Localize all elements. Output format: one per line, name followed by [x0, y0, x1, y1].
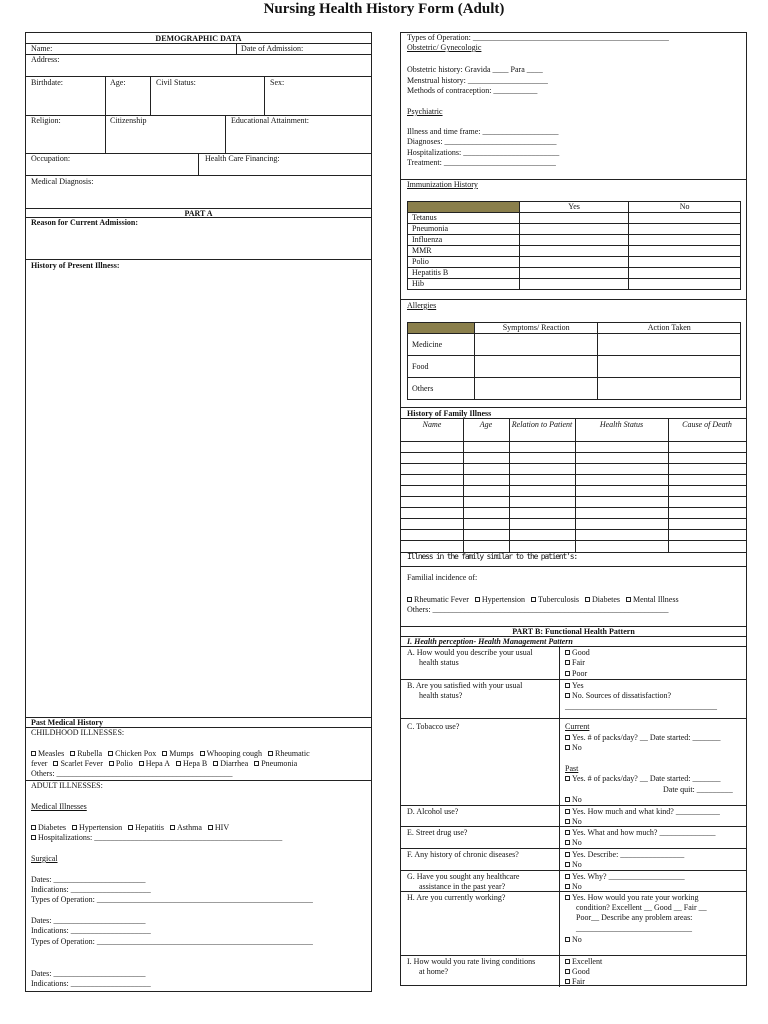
- question-h: H. Are you currently working?: [407, 893, 506, 902]
- familial-incidence-heading: Familial incidence of:: [407, 573, 478, 582]
- fam-mental-label: Mental Illness: [633, 595, 679, 604]
- imm-yes-cell[interactable]: [519, 278, 629, 289]
- adult-hospitalizations-row: [31, 833, 282, 843]
- qc-current-no-checkbox[interactable]: [565, 745, 570, 750]
- hospitalizations-checkbox[interactable]: [31, 835, 36, 840]
- pneumonia-checkbox[interactable]: [254, 761, 259, 766]
- asthma-label: Asthma: [177, 823, 202, 832]
- qa-good-option[interactable]: [565, 648, 590, 658]
- rheumatic-fever-label: fever: [31, 759, 48, 768]
- hepa-a-checkbox[interactable]: [139, 761, 144, 766]
- familial-incidence-row: [407, 595, 679, 605]
- fam-hypertension-label: Hypertension: [481, 595, 525, 604]
- rheumatic-label: Rheumatic: [275, 749, 310, 758]
- illness-similar-field[interactable]: Illness in the family similar to the patient's:: [407, 552, 577, 561]
- hiv-checkbox[interactable]: [208, 825, 213, 830]
- hepa-a-label: Hepa A: [145, 759, 170, 768]
- diabetes-label: Diabetes: [38, 823, 66, 832]
- qa-fair-option[interactable]: [565, 658, 585, 668]
- qf-no-option[interactable]: [565, 860, 582, 870]
- question-g-cont: assistance in the past year?: [419, 882, 506, 891]
- imm-no-cell[interactable]: [629, 256, 741, 267]
- imm-yes-cell[interactable]: [519, 267, 629, 278]
- allergies-heading: Allergies: [407, 301, 437, 310]
- fam-hypertension-checkbox[interactable]: [475, 597, 480, 602]
- qc-current-yes-label: Yes. # of packs/day? __ Date started: _______: [572, 733, 721, 742]
- qb-yes-option[interactable]: [565, 681, 584, 691]
- hypertension-label: Hypertension: [79, 823, 123, 832]
- qi-good-checkbox[interactable]: [565, 969, 570, 974]
- qh-yes-checkbox[interactable]: [565, 895, 570, 900]
- qb-no-label: No. Sources of dissatisfaction?: [572, 691, 672, 700]
- imm-yes-cell[interactable]: [519, 256, 629, 267]
- qh-no-option[interactable]: [565, 935, 582, 945]
- citizenship-field[interactable]: Citizenship: [110, 116, 147, 125]
- qh-no-checkbox[interactable]: [565, 937, 570, 942]
- qa-good-label: Good: [572, 648, 590, 657]
- qa-good-checkbox[interactable]: [565, 650, 570, 655]
- qc-past-yes-option[interactable]: [565, 774, 721, 784]
- qe-yes-option[interactable]: [565, 828, 715, 838]
- fam-relation-header: Relation to Patient: [511, 420, 573, 429]
- qh-no-label: No: [572, 935, 582, 944]
- adult-illnesses-row: [31, 823, 229, 833]
- question-c: C. Tobacco use?: [407, 722, 460, 731]
- question-d: D. Alcohol use?: [407, 807, 459, 816]
- qc-past-heading: Past: [565, 764, 579, 773]
- left-column: [25, 32, 372, 992]
- health-perception-heading: I. Health perception- Health Management Pattern: [407, 637, 573, 646]
- question-a: A. How would you describe your usual: [407, 648, 533, 657]
- hypertension-checkbox[interactable]: [72, 825, 77, 830]
- all-action-cell[interactable]: [598, 378, 741, 400]
- scarlet-fever-label: Scarlet Fever: [60, 759, 103, 768]
- qa-poor-checkbox[interactable]: [565, 671, 570, 676]
- all-symptom-cell[interactable]: [474, 334, 598, 356]
- diarrhea-checkbox[interactable]: [213, 761, 218, 766]
- imm-no-cell[interactable]: [629, 245, 741, 256]
- whooping-cough-label: Whooping cough: [206, 749, 262, 758]
- surgery-dates-2[interactable]: Dates: _______________________: [31, 916, 146, 925]
- measles-label: Measles: [38, 749, 65, 758]
- qc-quit-field[interactable]: Date quit: _________: [663, 785, 733, 794]
- religion-field[interactable]: Religion:: [31, 116, 61, 125]
- qe-yes-label: Yes. What and how much? ______________: [572, 828, 716, 837]
- menstrual-field[interactable]: Menstrual history: ____________________: [407, 76, 548, 85]
- qf-yes-option[interactable]: [565, 850, 684, 860]
- imm-row-label: Hib: [408, 278, 520, 289]
- all-row-label: Others: [408, 378, 475, 400]
- qg-no-checkbox[interactable]: [565, 884, 570, 889]
- childhood-row-1: [31, 749, 310, 759]
- question-b-cont: health status?: [419, 691, 463, 700]
- question-f: F. Any history of chronic diseases?: [407, 850, 519, 859]
- qg-no-label: No: [572, 882, 582, 891]
- right-column: [400, 32, 747, 986]
- qa-poor-label: Poor: [572, 669, 588, 678]
- pneumonia-label: Pneumonia: [261, 759, 298, 768]
- fam-status-header: Health Status: [599, 420, 644, 429]
- educational-field[interactable]: Educational Attainment:: [231, 116, 309, 125]
- fam-cause-header: Cause of Death: [682, 420, 732, 429]
- imm-yes-cell[interactable]: [519, 212, 629, 223]
- hepatitis-label: Hepatitis: [135, 823, 164, 832]
- name-field[interactable]: Name:: [31, 44, 53, 53]
- qh-yes-cont-2: Poor__ Describe any problem areas:: [576, 913, 693, 922]
- qg-yes-option[interactable]: [565, 872, 685, 882]
- fam-age-header: Age: [479, 420, 493, 429]
- types-operation-field[interactable]: Types of Operation: _________________________________________________: [407, 33, 669, 42]
- childhood-illnesses-heading: CHILDHOOD ILLNESSES:: [31, 728, 125, 737]
- qb-no-checkbox[interactable]: [565, 693, 570, 698]
- qc-current-no-option[interactable]: [565, 743, 582, 753]
- fam-rheumatic-label: Rheumatic Fever: [414, 595, 469, 604]
- qi-excellent-checkbox[interactable]: [565, 959, 570, 964]
- childhood-others-field[interactable]: Others: ____________________________________________: [31, 769, 233, 778]
- reason-admission-label[interactable]: Reason for Current Admission:: [31, 218, 139, 227]
- qd-yes-label: Yes. How much and what kind? ___________: [572, 807, 720, 816]
- imm-no-cell[interactable]: [629, 234, 741, 245]
- medical-illnesses-heading: Medical Illnesses: [31, 802, 87, 811]
- whooping-cough-checkbox[interactable]: [200, 751, 205, 756]
- qc-past-yes-label: Yes. # of packs/day? __ Date started: _______: [572, 774, 721, 783]
- part-a-header: PART A: [184, 209, 213, 218]
- civil-status-field[interactable]: Civil Status:: [156, 78, 196, 87]
- fam-tb-label: Tuberculosis: [537, 595, 580, 604]
- qf-no-label: No: [572, 860, 582, 869]
- qf-yes-label: Yes. Describe: ________________: [572, 850, 685, 859]
- imm-yes-cell[interactable]: [519, 234, 629, 245]
- qe-no-checkbox[interactable]: [565, 840, 570, 845]
- imm-no-header: No: [629, 202, 741, 213]
- all-action-cell[interactable]: [598, 356, 741, 378]
- present-illness-label[interactable]: History of Present Illness:: [31, 261, 120, 270]
- imm-row-label: Tetanus: [408, 212, 520, 223]
- part-b-header: PART B: Functional Health Pattern: [512, 627, 635, 636]
- surgery-dates-1[interactable]: Dates: _______________________: [31, 875, 146, 884]
- fam-diabetes-checkbox[interactable]: [585, 597, 590, 602]
- question-g: G. Have you sought any healthcare: [407, 872, 520, 881]
- qe-no-option[interactable]: [565, 838, 582, 848]
- imm-yes-cell[interactable]: [519, 223, 629, 234]
- imm-row-label: Pneumonia: [408, 223, 520, 234]
- qc-current-no-label: No: [572, 743, 582, 752]
- qi-good-option[interactable]: [565, 967, 590, 977]
- demographic-header: DEMOGRAPHIC DATA: [155, 34, 242, 43]
- fam-tb-checkbox[interactable]: [531, 597, 536, 602]
- medical-diagnosis-field[interactable]: Medical Diagnosis:: [31, 177, 94, 186]
- qh-yes-option[interactable]: [565, 893, 699, 903]
- imm-no-cell[interactable]: [629, 212, 741, 223]
- qd-yes-checkbox[interactable]: [565, 809, 570, 814]
- all-row-label: Medicine: [408, 334, 475, 356]
- surgery-indications-2[interactable]: Indications: ____________________: [31, 926, 151, 935]
- hospitalizations-field[interactable]: Hospitalizations: _______________________________________________: [38, 833, 283, 842]
- page-title: Nursing Health History Form (Adult): [263, 1, 505, 17]
- qb-dissatisfaction-line[interactable]: ______________________________________: [565, 702, 717, 711]
- qa-fair-label: Fair: [572, 658, 585, 667]
- polio-checkbox[interactable]: [109, 761, 114, 766]
- birthdate-field[interactable]: Birthdate:: [31, 78, 63, 87]
- adult-illnesses-heading: ADULT ILLNESSES:: [31, 781, 103, 790]
- qf-no-checkbox[interactable]: [565, 862, 570, 867]
- diarrhea-label: Diarrhea: [220, 759, 249, 768]
- contraception-field[interactable]: Methods of contraception: ___________: [407, 86, 538, 95]
- qa-fair-checkbox[interactable]: [565, 660, 570, 665]
- sex-field[interactable]: Sex:: [270, 78, 285, 87]
- qi-excellent-label: Excellent: [572, 957, 603, 966]
- qi-fair-checkbox[interactable]: [565, 979, 570, 984]
- asthma-checkbox[interactable]: [170, 825, 175, 830]
- surgical-heading: Surgical: [31, 854, 58, 863]
- qe-no-label: No: [572, 838, 582, 847]
- imm-row-label: Polio: [408, 256, 520, 267]
- past-medical-heading: Past Medical History: [31, 718, 103, 727]
- all-symptom-cell[interactable]: [474, 356, 598, 378]
- qc-current-yes-option[interactable]: [565, 733, 721, 743]
- diagnoses-field[interactable]: Diagnoses: ____________________________: [407, 137, 557, 146]
- all-action-cell[interactable]: [598, 334, 741, 356]
- chickenpox-checkbox[interactable]: [108, 751, 113, 756]
- surgery-dates-3[interactable]: Dates: _______________________: [31, 969, 146, 978]
- mumps-label: Mumps: [169, 749, 194, 758]
- rheumatic-fever-checkbox[interactable]: [268, 751, 273, 756]
- health-care-field[interactable]: Health Care Financing:: [205, 154, 280, 163]
- obstetric-history-field[interactable]: Obstetric history: Gravida ____ Para ____: [407, 65, 543, 74]
- qd-yes-option[interactable]: [565, 807, 720, 817]
- fam-rheumatic-checkbox[interactable]: [407, 597, 412, 602]
- qh-yes-cont-1: condition? Excellent __ Good __ Fair __: [576, 903, 707, 912]
- fam-diabetes-label: Diabetes: [592, 595, 621, 604]
- fam-mental-checkbox[interactable]: [626, 597, 631, 602]
- imm-no-cell[interactable]: [629, 278, 741, 289]
- immunization-heading: Immunization History: [407, 180, 478, 189]
- qb-yes-checkbox[interactable]: [565, 683, 570, 688]
- measles-checkbox[interactable]: [31, 751, 36, 756]
- rubella-checkbox[interactable]: [70, 751, 75, 756]
- imm-row-label: Influenza: [408, 234, 520, 245]
- surgery-types-2[interactable]: Types of Operation: ______________________________________________________: [31, 937, 313, 946]
- qi-good-label: Good: [572, 967, 590, 976]
- chickenpox-label: Chicken Pox: [115, 749, 157, 758]
- all-symptoms-header: Symptoms/ Reaction: [474, 323, 598, 334]
- occupation-field[interactable]: Occupation:: [31, 154, 71, 163]
- qb-yes-label: Yes: [572, 681, 584, 690]
- imm-no-cell[interactable]: [629, 267, 741, 278]
- qf-yes-checkbox[interactable]: [565, 852, 570, 857]
- qi-fair-label: Fair: [572, 977, 585, 986]
- qh-yes-label: Yes. How would you rate your working: [572, 893, 699, 902]
- family-illness-heading: History of Family Illness: [407, 409, 492, 418]
- age-field[interactable]: Age:: [110, 78, 126, 87]
- hepa-b-checkbox[interactable]: [176, 761, 181, 766]
- qc-past-no-label: No: [572, 795, 582, 804]
- scarlet-fever-checkbox[interactable]: [53, 761, 58, 766]
- imm-no-cell[interactable]: [629, 223, 741, 234]
- surgery-indications-3[interactable]: Indications: ____________________: [31, 979, 151, 988]
- surgery-types-1[interactable]: Types of Operation: ______________________________________________________: [31, 895, 313, 904]
- question-i: I. How would you rate living conditions: [407, 957, 536, 966]
- immunization-table: [407, 201, 741, 290]
- qa-poor-option[interactable]: [565, 669, 587, 679]
- imm-row-label: Hepatitis B: [408, 267, 520, 278]
- question-b: B. Are you satisfied with your usual: [407, 681, 523, 690]
- qc-past-no-checkbox[interactable]: [565, 797, 570, 802]
- imm-row-label: MMR: [408, 245, 520, 256]
- hepatitis-checkbox[interactable]: [128, 825, 133, 830]
- address-field[interactable]: Address:: [31, 55, 60, 64]
- imm-yes-cell[interactable]: [519, 245, 629, 256]
- mumps-checkbox[interactable]: [162, 751, 167, 756]
- qe-yes-checkbox[interactable]: [565, 830, 570, 835]
- illness-time-field[interactable]: Illness and time frame: ___________________: [407, 127, 559, 136]
- hepa-b-label: Hepa B: [183, 759, 208, 768]
- qb-no-option[interactable]: [565, 691, 671, 701]
- date-admission-field[interactable]: Date of Admission:: [241, 44, 304, 53]
- psych-hospitalizations-field[interactable]: Hospitalizations: ________________________: [407, 148, 560, 157]
- qc-past-no-option[interactable]: [565, 795, 582, 805]
- qh-problem-line[interactable]: _____________________________: [576, 924, 692, 933]
- qg-yes-label: Yes. Why? ___________________: [572, 872, 685, 881]
- familial-others-field[interactable]: Others: ___________________________________________________________: [407, 605, 669, 614]
- polio-label: Polio: [115, 759, 133, 768]
- imm-yes-header: Yes: [519, 202, 629, 213]
- qd-no-checkbox[interactable]: [565, 819, 570, 824]
- question-e: E. Street drug use?: [407, 828, 468, 837]
- all-action-header: Action Taken: [598, 323, 741, 334]
- qd-no-label: No: [572, 817, 582, 826]
- surgery-indications-1[interactable]: Indications: ____________________: [31, 885, 151, 894]
- immunization-corner: [408, 202, 520, 213]
- qc-current-yes-checkbox[interactable]: [565, 735, 570, 740]
- allergies-table: [407, 322, 741, 400]
- all-row-label: Food: [408, 356, 475, 378]
- question-a-cont: health status: [419, 658, 459, 667]
- qc-current-heading: Current: [565, 722, 590, 731]
- question-i-cont: at home?: [419, 967, 449, 976]
- diabetes-checkbox[interactable]: [31, 825, 36, 830]
- all-symptom-cell[interactable]: [474, 378, 598, 400]
- fam-name-header: Name: [422, 420, 442, 429]
- qg-yes-checkbox[interactable]: [565, 874, 570, 879]
- qi-fair-option[interactable]: [565, 977, 585, 987]
- obstetric-heading: Obstetric/ Gynecologic: [407, 43, 482, 52]
- rubella-label: Rubella: [77, 749, 103, 758]
- treatment-field[interactable]: Treatment: ____________________________: [407, 158, 556, 167]
- allergies-corner: [408, 323, 475, 334]
- psychiatric-heading: Psychiatric: [407, 107, 443, 116]
- qi-excellent-option[interactable]: [565, 957, 602, 967]
- hiv-label: HIV: [214, 823, 230, 832]
- childhood-row-2: [31, 759, 297, 769]
- qc-past-yes-checkbox[interactable]: [565, 776, 570, 781]
